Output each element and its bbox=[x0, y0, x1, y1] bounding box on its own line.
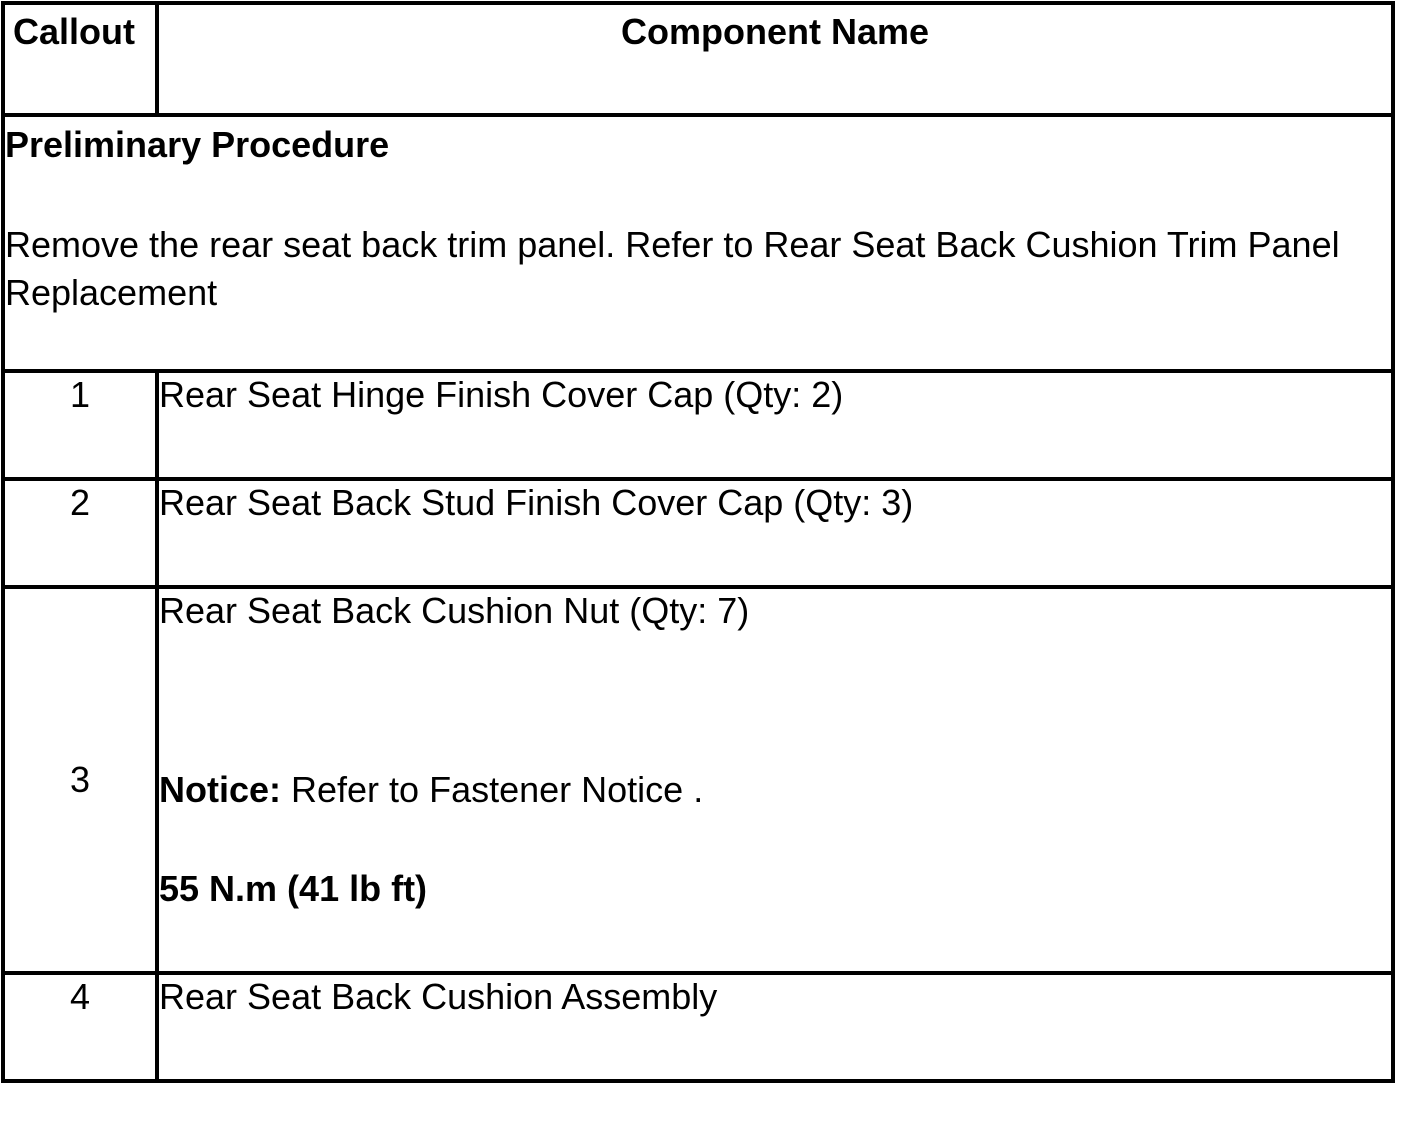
table-header-row bbox=[3, 3, 1393, 115]
component-name: Rear Seat Hinge Finish Cover Cap (Qty: 2) bbox=[157, 371, 1393, 479]
table-row bbox=[3, 587, 1393, 973]
table-row bbox=[3, 371, 1393, 479]
component-detail-cell bbox=[157, 587, 1393, 973]
callout-number: 4 bbox=[3, 973, 157, 1081]
torque-spec: 55 N.m (41 lb ft) bbox=[159, 868, 428, 909]
callout-column-header bbox=[3, 3, 157, 115]
table-row bbox=[3, 479, 1393, 587]
component-name-column-header bbox=[157, 3, 1393, 115]
preliminary-procedure-title: Preliminary Procedure bbox=[5, 124, 390, 165]
preliminary-procedure-text: Remove the rear seat back trim panel. Refer to Rear Seat Back Cushion Trim Panel Replacement bbox=[5, 224, 1340, 313]
component-table bbox=[1, 1, 1395, 1083]
component-name: Rear Seat Back Cushion Assembly bbox=[157, 973, 1393, 1081]
preliminary-procedure-row bbox=[3, 115, 1393, 371]
component-name: Rear Seat Back Stud Finish Cover Cap (Qty: 3) bbox=[157, 479, 1393, 587]
callout-number: 1 bbox=[3, 371, 157, 479]
notice-label: Notice: bbox=[159, 769, 282, 810]
notice-text: Refer to Fastener Notice . bbox=[281, 769, 704, 810]
component-name-header-label: Component Name bbox=[620, 11, 930, 52]
fastener-notice bbox=[159, 768, 1391, 812]
callout-header-label: Callout bbox=[13, 11, 135, 52]
callout-number: 2 bbox=[3, 479, 157, 587]
preliminary-procedure-cell bbox=[3, 115, 1393, 371]
table-row bbox=[3, 973, 1393, 1081]
component-name: Rear Seat Back Cushion Nut (Qty: 7) bbox=[159, 590, 750, 631]
callout-number: 3 bbox=[3, 587, 157, 973]
